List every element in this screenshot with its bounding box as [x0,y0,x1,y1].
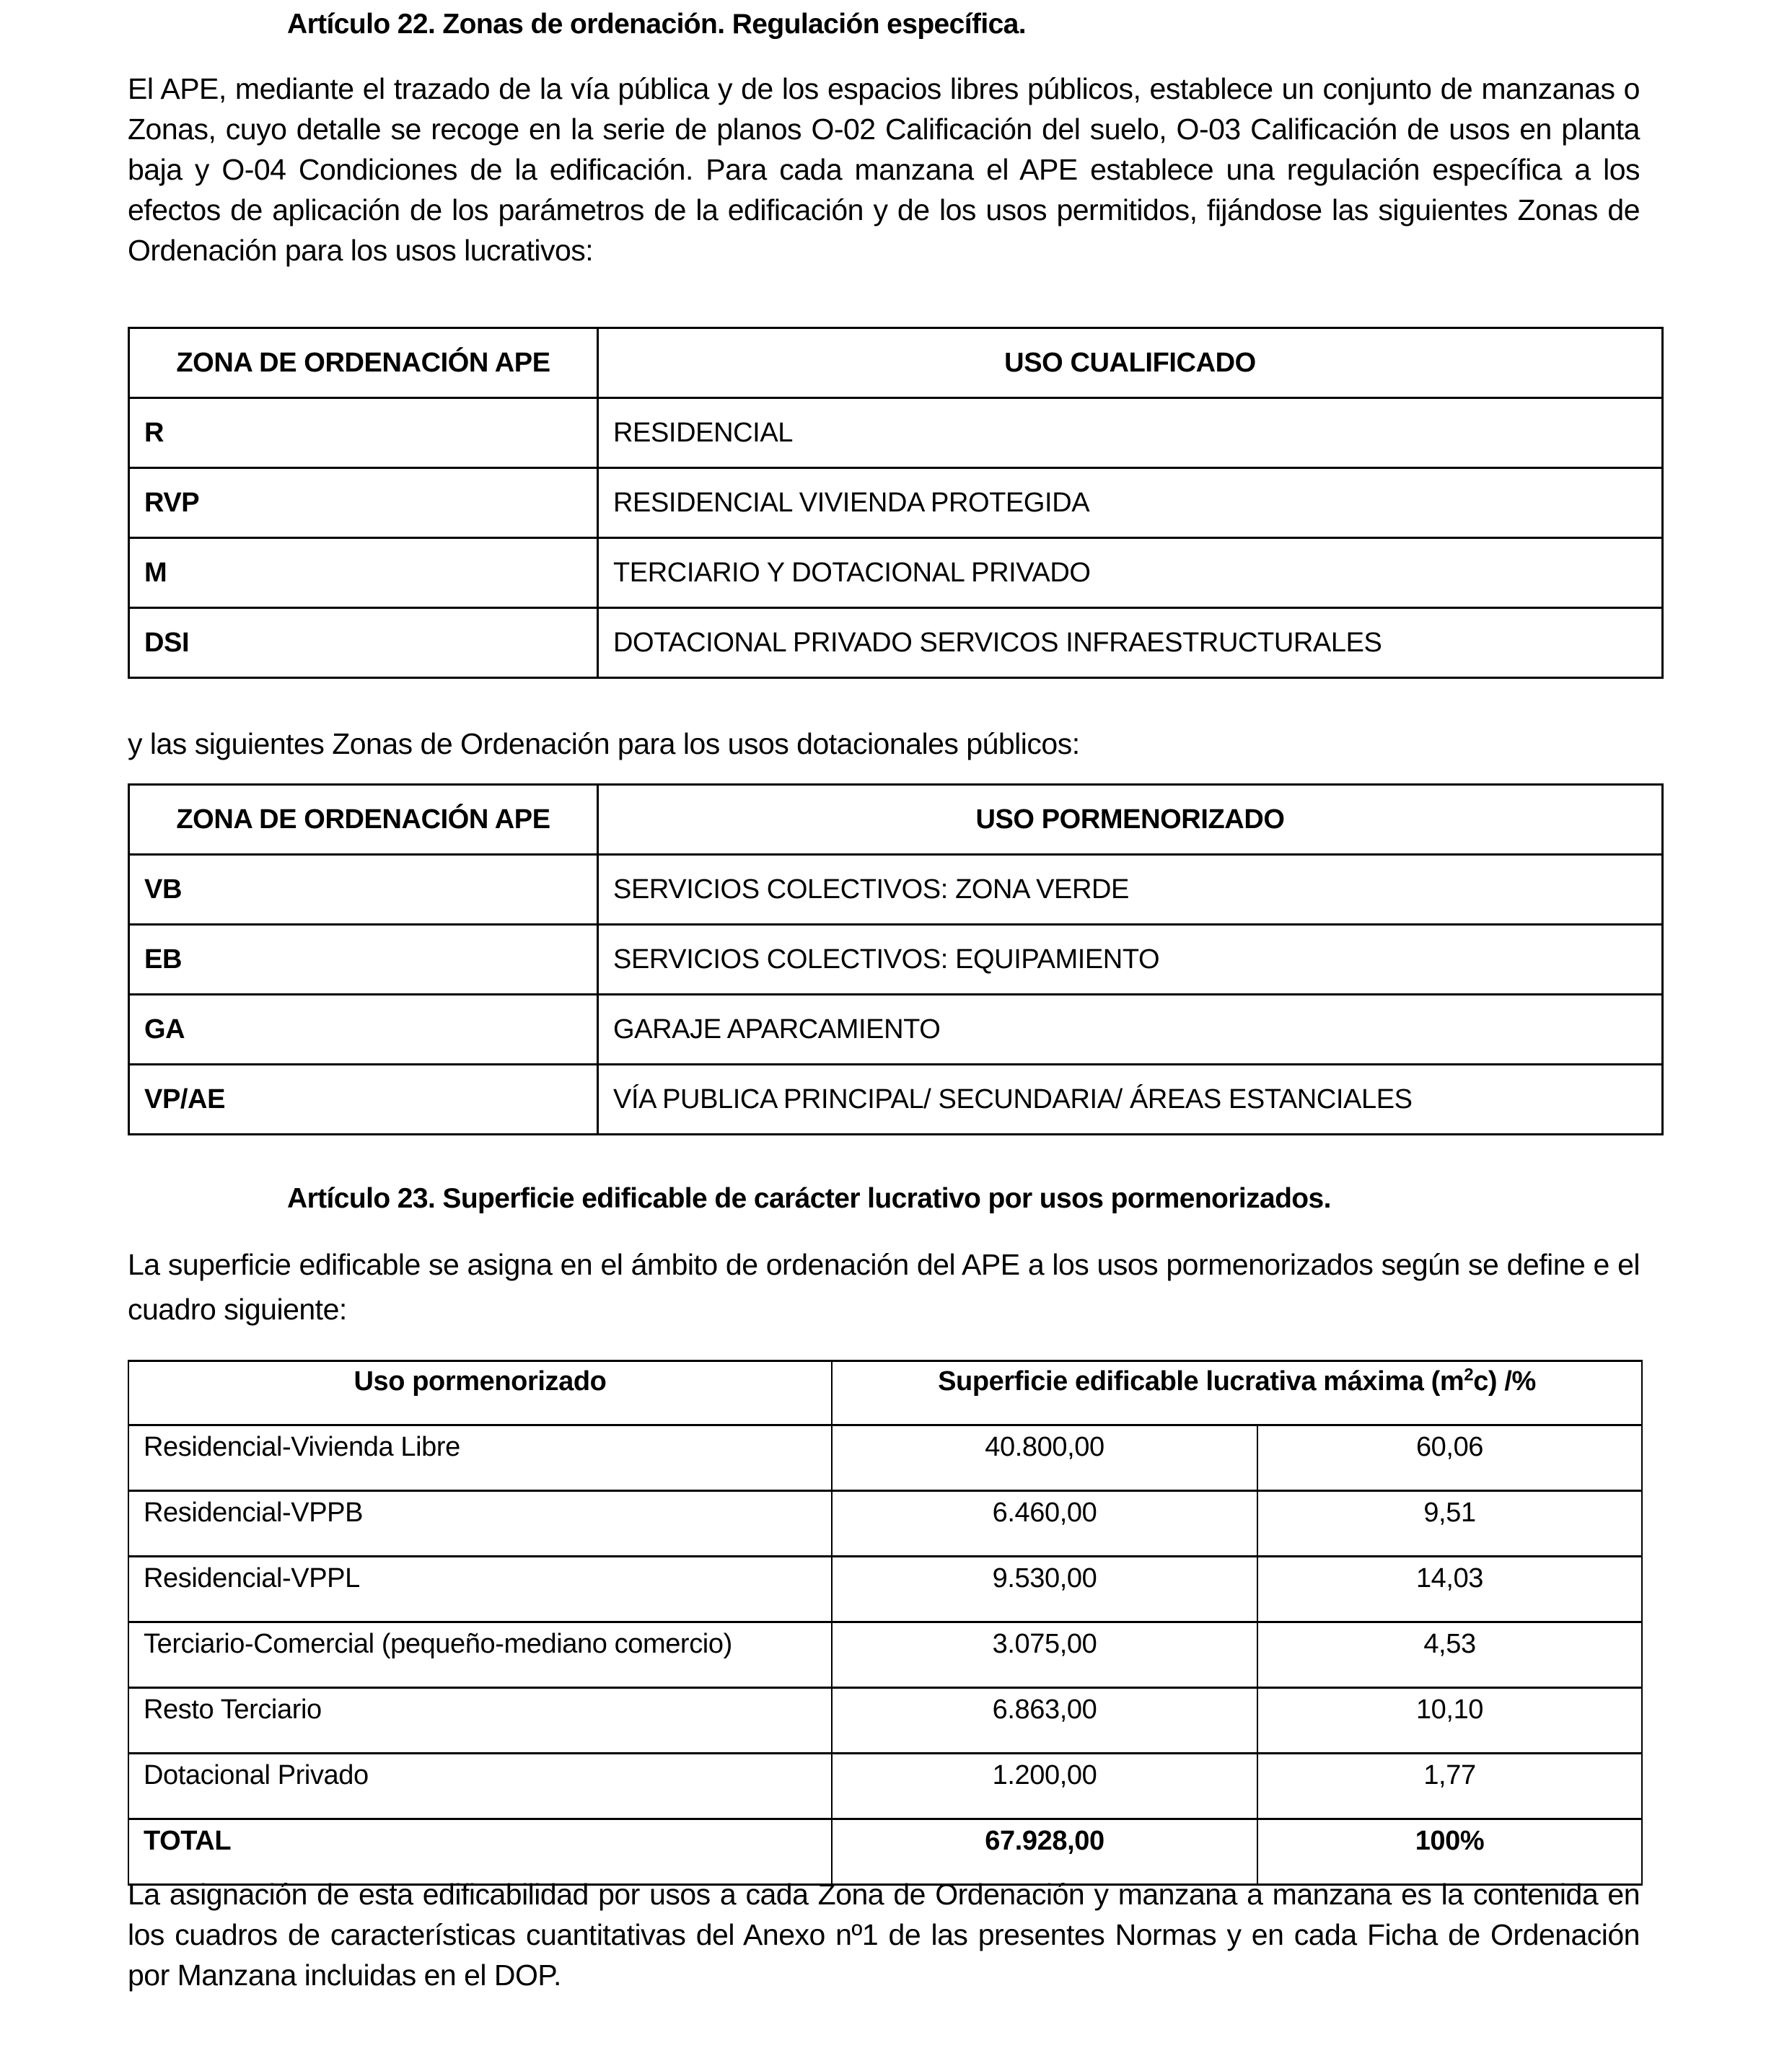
table-row [128,1557,1642,1622]
table-row [128,1622,1642,1688]
table-row [128,1425,1642,1491]
public-zones-intro: y las siguientes Zonas de Ordenación para los usos dotacionales públicos: [128,727,1080,760]
column-header-surface [832,1361,1642,1425]
column-header-zone: ZONA DE ORDENACIÓN APE [129,785,598,855]
table-row [129,995,1663,1065]
total-label-cell: TOTAL [128,1819,832,1885]
surface-cell: 9.530,00 [832,1557,1257,1622]
public-zones-table [128,783,1664,1135]
table-header-row [129,785,1663,855]
use-cell: Dotacional Privado [128,1754,832,1819]
zone-use-cell: DOTACIONAL PRIVADO SERVICOS INFRAESTRUCTURALES [598,608,1663,678]
percent-cell: 14,03 [1257,1557,1642,1622]
zone-code-cell: GA [129,995,598,1065]
table-row [128,1688,1642,1754]
lucrative-zones-table [128,327,1664,679]
table-row [129,1065,1663,1135]
table-row [129,608,1663,678]
article-23-closing-paragraph: La asignación de esta edificabilidad por usos a cada Zona de Ordenación y manzana a manzana es la contenida en los cuadros de características cuantitativas del Anexo nº1 de las presentes Normas y en cada Ficha de Ordenación por Manzana incluidas en el DOP. [128,1878,1640,1992]
column-header-use: Uso pormenorizado [128,1361,832,1425]
zone-code-cell: VP/AE [129,1065,598,1135]
zone-use-cell: RESIDENCIAL [598,398,1663,468]
surface-by-use-table [128,1360,1643,1886]
column-header-use: USO PORMENORIZADO [598,785,1663,855]
use-cell: Resto Terciario [128,1688,832,1754]
header-surface-suffix: c) /% [1473,1366,1536,1397]
surface-cell: 40.800,00 [832,1425,1257,1491]
percent-cell: 9,51 [1257,1491,1642,1557]
use-cell: Residencial-Vivienda Libre [128,1425,832,1491]
zone-code-cell: EB [129,925,598,995]
table-header-row [129,328,1663,398]
percent-cell: 10,10 [1257,1688,1642,1754]
article-22-heading: Artículo 22. Zonas de ordenación. Regulación específica. [287,9,1027,40]
zone-use-cell: VÍA PUBLICA PRINCIPAL/ SECUNDARIA/ ÁREAS ESTANCIALES [598,1065,1663,1135]
table-row [129,855,1663,925]
column-header-use: USO CUALIFICADO [598,328,1663,398]
percent-cell: 4,53 [1257,1622,1642,1688]
zone-code-cell: VB [129,855,598,925]
article-23-heading: Artículo 23. Superficie edificable de carácter lucrativo por usos pormenorizados. [287,1183,1331,1214]
table-row [129,538,1663,608]
percent-cell: 1,77 [1257,1754,1642,1819]
table-row [128,1754,1642,1819]
table-row [128,1491,1642,1557]
article-23-intro-paragraph: La superficie edificable se asigna en el ámbito de ordenación del APE a los usos pormenorizados según se define e el cuadro siguiente: [128,1248,1640,1326]
header-surface-exponent: 2 [1464,1365,1474,1385]
surface-cell: 1.200,00 [832,1754,1257,1819]
total-percent-cell: 100% [1257,1819,1642,1885]
use-cell: Terciario-Comercial (pequeño-mediano comercio) [128,1622,832,1688]
table-row [129,925,1663,995]
zone-code-cell: RVP [129,468,598,538]
zone-use-cell: SERVICIOS COLECTIVOS: ZONA VERDE [598,855,1663,925]
column-header-zone: ZONA DE ORDENACIÓN APE [129,328,598,398]
zone-use-cell: RESIDENCIAL VIVIENDA PROTEGIDA [598,468,1663,538]
table-row [129,398,1663,468]
header-surface-text: Superficie edificable lucrativa máxima (m [938,1366,1464,1397]
zone-use-cell: SERVICIOS COLECTIVOS: EQUIPAMIENTO [598,925,1663,995]
surface-cell: 3.075,00 [832,1622,1257,1688]
use-cell: Residencial-VPPB [128,1491,832,1557]
zone-code-cell: R [129,398,598,468]
surface-cell: 6.460,00 [832,1491,1257,1557]
zone-use-cell: TERCIARIO Y DOTACIONAL PRIVADO [598,538,1663,608]
zone-code-cell: DSI [129,608,598,678]
zone-use-cell: GARAJE APARCAMIENTO [598,995,1663,1065]
table-header-row [128,1361,1642,1425]
percent-cell: 60,06 [1257,1425,1642,1491]
table-row [129,468,1663,538]
article-22-intro-paragraph: El APE, mediante el trazado de la vía pública y de los espacios libres públicos, establece un conjunto de manzanas o Zonas, cuyo detalle se recoge en la serie de planos O-02 Calificación del suelo, O-03 Calificación de usos en planta baja y O-04 Condiciones de la edificación. Para cada manzana el APE establece una regulación específica a los efectos de aplicación de los parámetros de la edificación y de los usos permitidos, fijándose las siguientes Zonas de Ordenación para los usos lucrativos: [128,72,1640,267]
zone-code-cell: M [129,538,598,608]
surface-cell: 6.863,00 [832,1688,1257,1754]
use-cell: Residencial-VPPL [128,1557,832,1622]
total-surface-cell: 67.928,00 [832,1819,1257,1885]
